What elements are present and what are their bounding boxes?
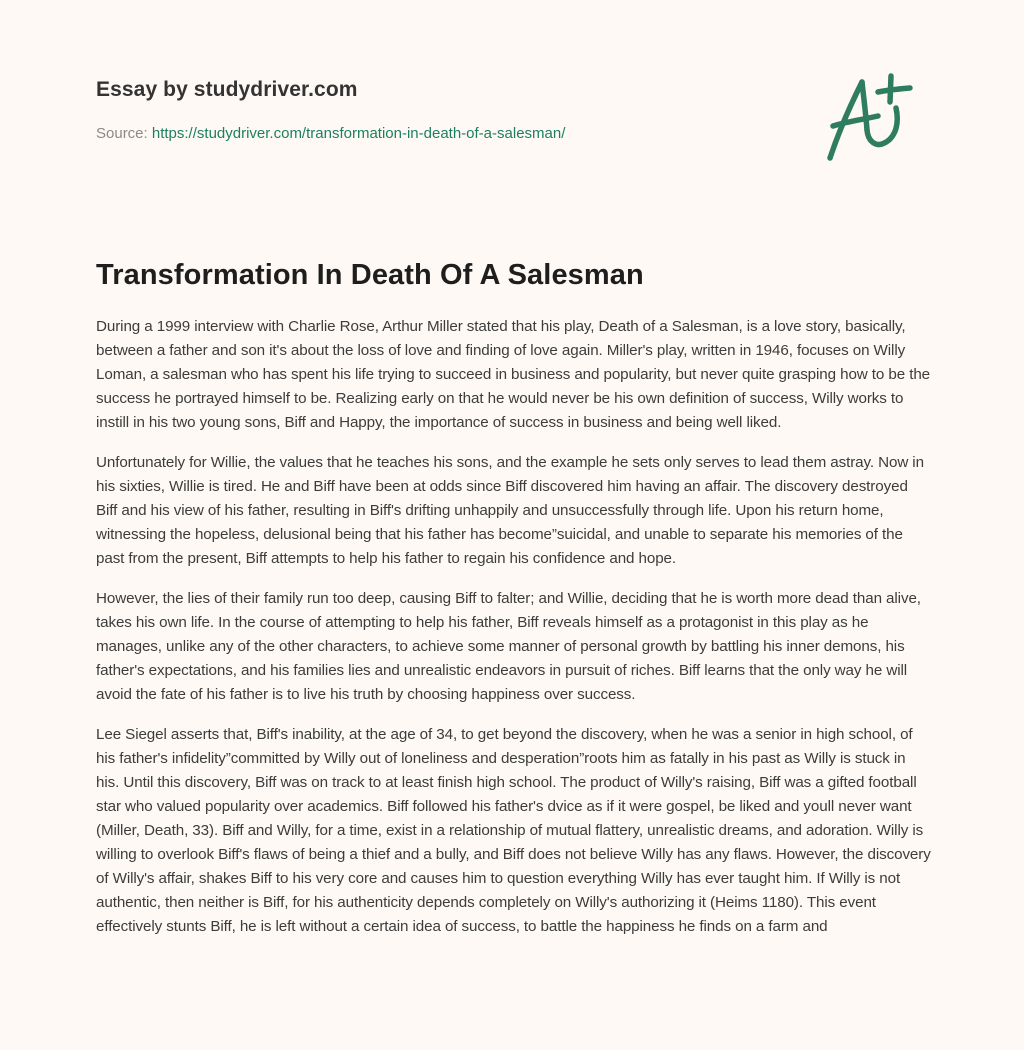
essay-header <box>96 76 696 144</box>
paragraph: However, the lies of their family run too deep, causing Biff to falter; and Willie, deciding that he is worth more dead than alive, takes his own life. In the course of attempting to help his father, Biff reveals himself as a protagonist in this play as he manages, unlike any of the other characters, to achieve some manner of personal growth by battling his inner demons, his father's expectations, and his families lies and unrealistic endeavors in pursuit of riches. Biff learns that the only way he will avoid the fate of his father is to live his truth by choosing happiness over success. <box>96 590 921 703</box>
paragraph: During a 1999 interview with Charlie Rose, Arthur Miller stated that his play, Death of a Salesman, is a love story, basically, between a father and son it's about the loss of love and finding of love again. Miller's play, written in 1946, focuses on Willy Loman, a salesman who has spent his life trying to succeed in business and popularity, but never quite grasping how to be the success he portrayed himself to be. Realizing early on that he would never be his own definition of success, Willy works to instill in his two young sons, Biff and Happy, the importance of success in business and being well liked. <box>96 318 931 431</box>
article-title: Transformation In Death Of A Salesman <box>96 259 644 291</box>
site-title: Essay by studydriver.com <box>96 78 358 101</box>
paragraph: Unfortunately for Willie, the values that he teaches his sons, and the example he sets only serves to lead them astray. Now in his sixties, Willie is tired. He and Biff have been at odds since Biff discovered him having an affair. The discovery destroyed Biff and his view of his father, resulting in Biff's drifting unhappily and unsuccessfully through life. Upon his return home, witnessing the hopeless, delusional being that his father has become”suicidal, and unable to separate his memories of the past from the present, Biff attempts to help his father to regain his confidence and hope. <box>96 454 924 567</box>
source-label: Source: <box>96 125 148 142</box>
article-body <box>96 315 932 955</box>
paragraph: Lee Siegel asserts that, Biff's inability, at the age of 34, to get beyond the discovery, when he was a senior in high school, of his father's infidelity”committed by Willy out of loneliness and desperation”roots him as fatally in his past as Willy is stuck in his. Until this discovery, Biff was on track to at least finish high school. The product of Willy's raising, Biff was a gifted football star who valued popularity over academics. Biff followed his father's dvice as if it were gospel, be liked and youll never want (Miller, Death, 33). Biff and Willy, for a time, exist in a relationship of mutual flattery, unrealistic dreams, and adoration. Willy is willing to overlook Biff's flaws of being a thief and a bully, and Biff does not believe Willy has any flaws. However, the discovery of Willy's affair, shakes Biff to his very core and causes him to question everything Willy has ever taught him. If Willy is not authentic, then neither is Biff, for his authenticity depends completely on Willy's authorizing it (Heims 1180). This event effectively stunts Biff, he is left without a certain idea of success, to battle the happiness he finds on a farm and <box>96 726 931 935</box>
a-plus-grade-icon <box>820 64 930 168</box>
source-line <box>96 124 696 144</box>
source-link[interactable]: https://studydriver.com/transformation-in-death-of-a-salesman/ <box>151 125 566 142</box>
